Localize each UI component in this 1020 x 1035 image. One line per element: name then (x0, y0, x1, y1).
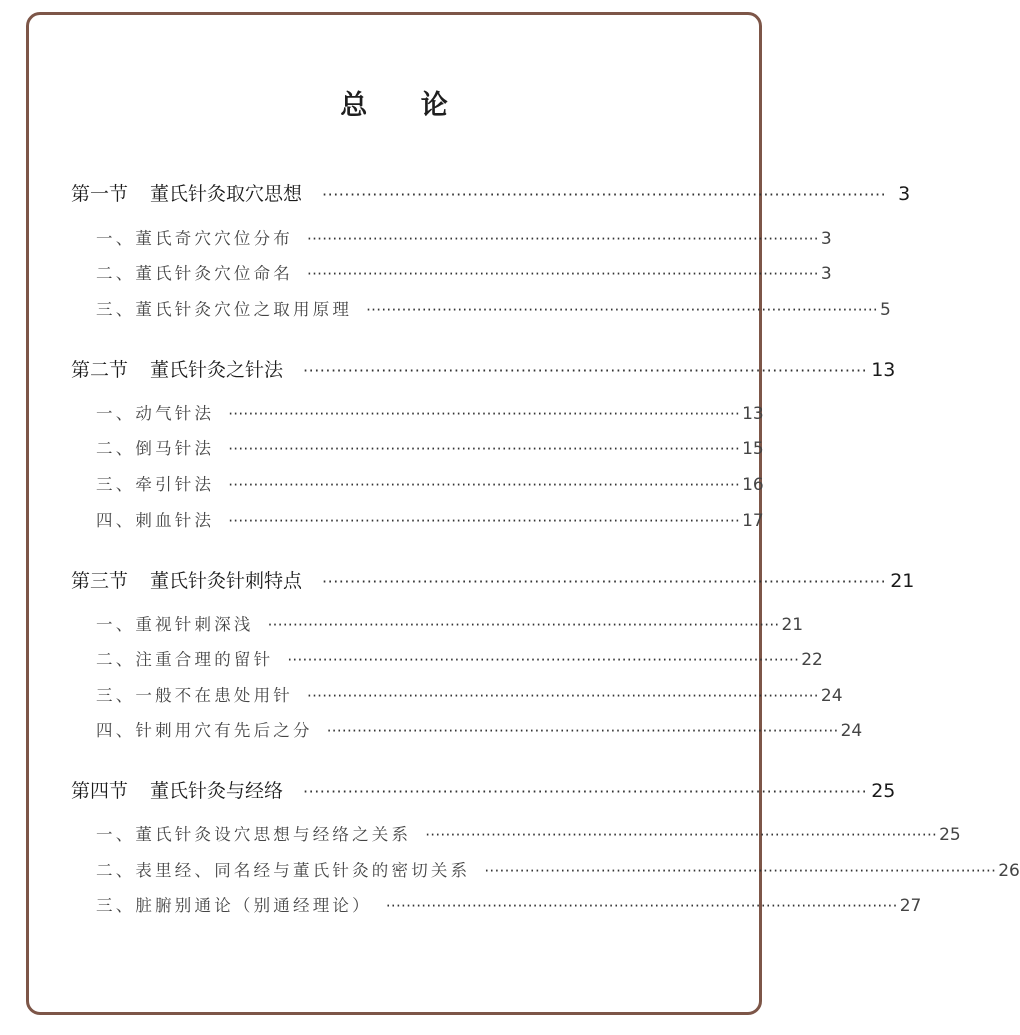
page-number: 25 (939, 825, 961, 845)
toc-item[interactable] (96, 682, 843, 706)
item-label: 三、一般不在患处用针 (96, 686, 293, 705)
item-label: 一、董氏针灸设穴思想与经络之关系 (96, 825, 412, 844)
page-number: 25 (871, 780, 896, 802)
toc-item[interactable] (96, 260, 832, 284)
section-label (71, 776, 283, 803)
section-title: 董氏针灸针刺特点 (150, 570, 303, 592)
section-label (71, 179, 302, 206)
dot-leader: ····································································································· (287, 651, 800, 669)
page-number: 26 (998, 861, 1020, 881)
item-label: 二、表里经、同名经与董氏针灸的密切关系 (96, 861, 471, 880)
toc-item[interactable] (96, 646, 823, 670)
section-title: 董氏针灸之针法 (150, 359, 284, 381)
toc-item[interactable] (96, 611, 804, 635)
dot-leader: ····································································································· (366, 301, 878, 319)
page-number: 16 (742, 475, 764, 495)
toc-item[interactable] (96, 435, 764, 459)
toc-item[interactable] (96, 400, 764, 424)
section-number: 第三节 (71, 570, 129, 592)
item-label: 二、倒马针法 (96, 439, 215, 458)
table-of-contents (29, 15, 1020, 1012)
page-number: 3 (898, 183, 911, 205)
section-number: 第一节 (71, 183, 129, 205)
item-label: 四、针刺用穴有先后之分 (96, 721, 313, 740)
page-number: 22 (801, 650, 823, 670)
dot-leader: ····································································································· (267, 616, 780, 634)
page-number: 21 (890, 570, 915, 592)
item-label: 四、刺血针法 (96, 511, 215, 530)
item-label: 二、董氏针灸穴位命名 (96, 264, 293, 283)
item-label: 一、动气针法 (96, 404, 215, 423)
toc-item[interactable] (96, 857, 1020, 881)
dot-leader: ····································································································· (303, 782, 868, 801)
dot-leader: ····································································································· (322, 572, 887, 591)
section-label (71, 355, 283, 382)
page-number: 15 (742, 439, 764, 459)
dot-leader: ····································································································· (228, 405, 741, 423)
dot-leader: ····································································································· (307, 687, 819, 705)
item-label: 二、注重合理的留针 (96, 650, 274, 669)
dot-leader: ····································································································· (228, 476, 741, 494)
toc-item[interactable] (96, 892, 922, 916)
dot-leader: ····································································································· (484, 862, 997, 880)
dot-leader: ····································································································· (425, 826, 938, 844)
section-number: 第二节 (71, 359, 129, 381)
toc-section-3[interactable] (71, 566, 915, 593)
toc-item[interactable] (96, 296, 891, 320)
toc-item[interactable] (96, 821, 961, 845)
page-number: 21 (781, 615, 804, 635)
dot-leader: ····································································································· (228, 440, 741, 458)
section-title: 董氏针灸取穴思想 (150, 183, 303, 205)
section-label (71, 566, 302, 593)
item-label: 一、董氏奇穴穴位分布 (96, 229, 293, 248)
dot-leader: ····································································································· (326, 722, 839, 740)
page-number: 13 (742, 404, 764, 424)
page-number: 3 (820, 264, 832, 284)
item-label: 三、牵引针法 (96, 475, 215, 494)
page-number: 27 (899, 896, 922, 916)
dot-leader: ····································································································· (307, 230, 819, 248)
page-number: 5 (879, 300, 891, 320)
toc-item[interactable] (96, 507, 764, 531)
page-frame (26, 12, 1020, 1015)
dot-leader: ····································································································· (303, 361, 868, 380)
dot-leader: ····································································································· (385, 897, 898, 915)
section-title: 董氏针灸与经络 (150, 780, 284, 802)
dot-leader: ····································································································· (322, 185, 887, 204)
toc-item[interactable] (96, 717, 863, 741)
page-number: 24 (820, 686, 843, 706)
page-number: 3 (820, 229, 832, 249)
page-title: 总 论 (340, 90, 470, 121)
page-number: 13 (871, 359, 896, 381)
page-number: 24 (840, 721, 863, 741)
toc-item[interactable] (96, 225, 832, 249)
item-label: 三、董氏针灸穴位之取用原理 (96, 300, 353, 319)
dot-leader: ····································································································· (307, 265, 819, 283)
dot-leader: ····································································································· (228, 512, 741, 530)
toc-item[interactable] (96, 471, 764, 495)
toc-section-4[interactable] (71, 776, 896, 803)
section-number: 第四节 (71, 780, 129, 802)
toc-section-2[interactable] (71, 355, 896, 382)
toc-section-1[interactable] (71, 179, 911, 206)
item-label: 一、重视针刺深浅 (96, 615, 254, 634)
page-number: 17 (742, 511, 764, 531)
item-label: 三、脏腑别通论（别通经理论） (96, 896, 372, 915)
